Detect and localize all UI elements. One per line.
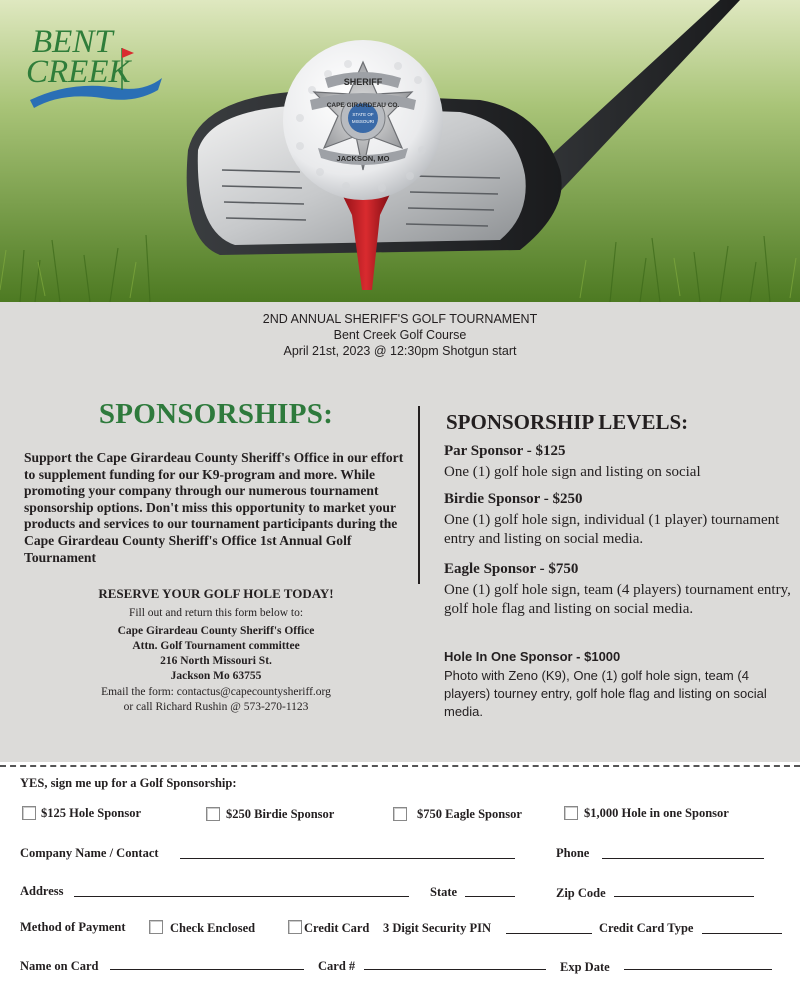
pin-label: 3 Digit Security PIN [383, 921, 491, 935]
call-line: or call Richard Rushin @ 573-270-1123 [123, 701, 309, 713]
check-enclosed-label: Check Enclosed [170, 921, 256, 935]
card-type-label: Credit Card Type [599, 921, 694, 935]
street-address: 216 North Missouri St. [160, 655, 272, 667]
level-hole-in-one-title: Hole In One Sponsor - $1000 [444, 649, 621, 664]
badge-center-text-1: STATE OF [352, 112, 374, 117]
level-par-desc: One (1) golf hole sign and listing on social [444, 464, 701, 480]
fill-out-note: Fill out and return this form below to: [128, 607, 304, 619]
hero-photo [0, 0, 800, 302]
check-enclosed-checkbox[interactable] [149, 920, 163, 934]
address-label: Address [20, 884, 64, 898]
logo-line-2: CREEK [26, 54, 131, 90]
badge-arc-text: CAPE GIRARDEAU CO. [326, 102, 400, 109]
option-hole-label: $125 Hole Sponsor [41, 806, 142, 820]
event-datetime: April 21st, 2023 @ 12:30pm Shotgun start [283, 344, 517, 358]
level-birdie-desc: One (1) golf hole sign, individual (1 player) tournament entry and listing on social media. [444, 512, 780, 547]
company-label: Company Name / Contact [20, 846, 159, 860]
event-title: 2ND ANNUAL SHERIFF'S GOLF TOURNAMENT [262, 312, 538, 326]
zip-label: Zip Code [556, 886, 606, 900]
signup-prompt: YES, sign me up for a Golf Sponsorship: [20, 776, 237, 790]
option-hole-in-one-label: $1,000 Hole in one Sponsor [584, 806, 729, 820]
level-eagle-title: Eagle Sponsor - $750 [444, 561, 579, 577]
option-hole-in-one-checkbox[interactable] [564, 806, 578, 820]
bent-creek-logo [22, 18, 172, 128]
attn-line: Attn. Golf Tournament committee [132, 640, 300, 652]
card-type-field[interactable] [702, 933, 782, 934]
option-birdie-label: $250 Birdie Sponsor [226, 807, 335, 821]
sponsorships-heading: SPONSORSHIPS: [98, 398, 334, 430]
option-eagle-checkbox[interactable] [393, 807, 407, 821]
event-venue: Bent Creek Golf Course [333, 328, 467, 342]
email-line: Email the form: contactus@capecountysheriff.org [101, 686, 331, 698]
level-birdie-title: Birdie Sponsor - $250 [444, 491, 583, 507]
payment-label: Method of Payment [20, 920, 126, 934]
card-number-label: Card # [318, 959, 356, 973]
zip-field[interactable] [614, 896, 754, 897]
name-on-card-label: Name on Card [20, 959, 99, 973]
logo-line-1: BENT [32, 24, 113, 60]
credit-card-label: Credit Card [304, 921, 370, 935]
levels-heading: SPONSORSHIP LEVELS: [446, 410, 689, 434]
tear-off-line [0, 765, 800, 767]
pin-field[interactable] [506, 933, 592, 934]
address-field[interactable] [74, 896, 409, 897]
phone-label: Phone [556, 846, 590, 860]
badge-center-text-2: MISSOURI [351, 119, 375, 124]
column-divider [418, 406, 420, 584]
badge-bottom-text: JACKSON, MO [336, 154, 390, 163]
exp-date-label: Exp Date [560, 960, 610, 974]
option-birdie-checkbox[interactable] [206, 807, 220, 821]
office-name: Cape Girardeau County Sheriff's Office [117, 625, 315, 637]
level-par-title: Par Sponsor - $125 [444, 443, 566, 459]
city-line: Jackson Mo 63755 [170, 670, 262, 682]
badge-top-text: SHERIFF [343, 77, 383, 87]
card-number-field[interactable] [364, 969, 546, 970]
exp-date-field[interactable] [624, 969, 772, 970]
phone-field[interactable] [602, 858, 764, 859]
reserve-heading: RESERVE YOUR GOLF HOLE TODAY! [98, 586, 334, 601]
option-eagle-label: $750 Eagle Sponsor [417, 807, 522, 821]
name-on-card-field[interactable] [110, 969, 304, 970]
state-label: State [430, 885, 458, 899]
option-hole-checkbox[interactable] [22, 806, 36, 820]
support-paragraph: Support the Cape Girardeau County Sheriff's Office in our effort to supplement funding for our K9-program and more. While promoting your company through our numerous tournament sponsorship options. Don't miss this opportunity to market your products and services to our tournament participants during the Cape Girardeau County Sheriff's Office 1st Annual Golf Tournament [24, 450, 404, 565]
company-field[interactable] [180, 858, 515, 859]
state-field[interactable] [465, 896, 515, 897]
level-eagle-desc: One (1) golf hole sign, team (4 players) tournament entry, golf hole flag and listing on social media. [444, 582, 791, 617]
credit-card-checkbox[interactable] [288, 920, 302, 934]
level-hole-in-one-desc: Photo with Zeno (K9), One (1) golf hole sign, team (4 players) tourney entry, golf hole flag and listing on social media. [444, 668, 767, 719]
